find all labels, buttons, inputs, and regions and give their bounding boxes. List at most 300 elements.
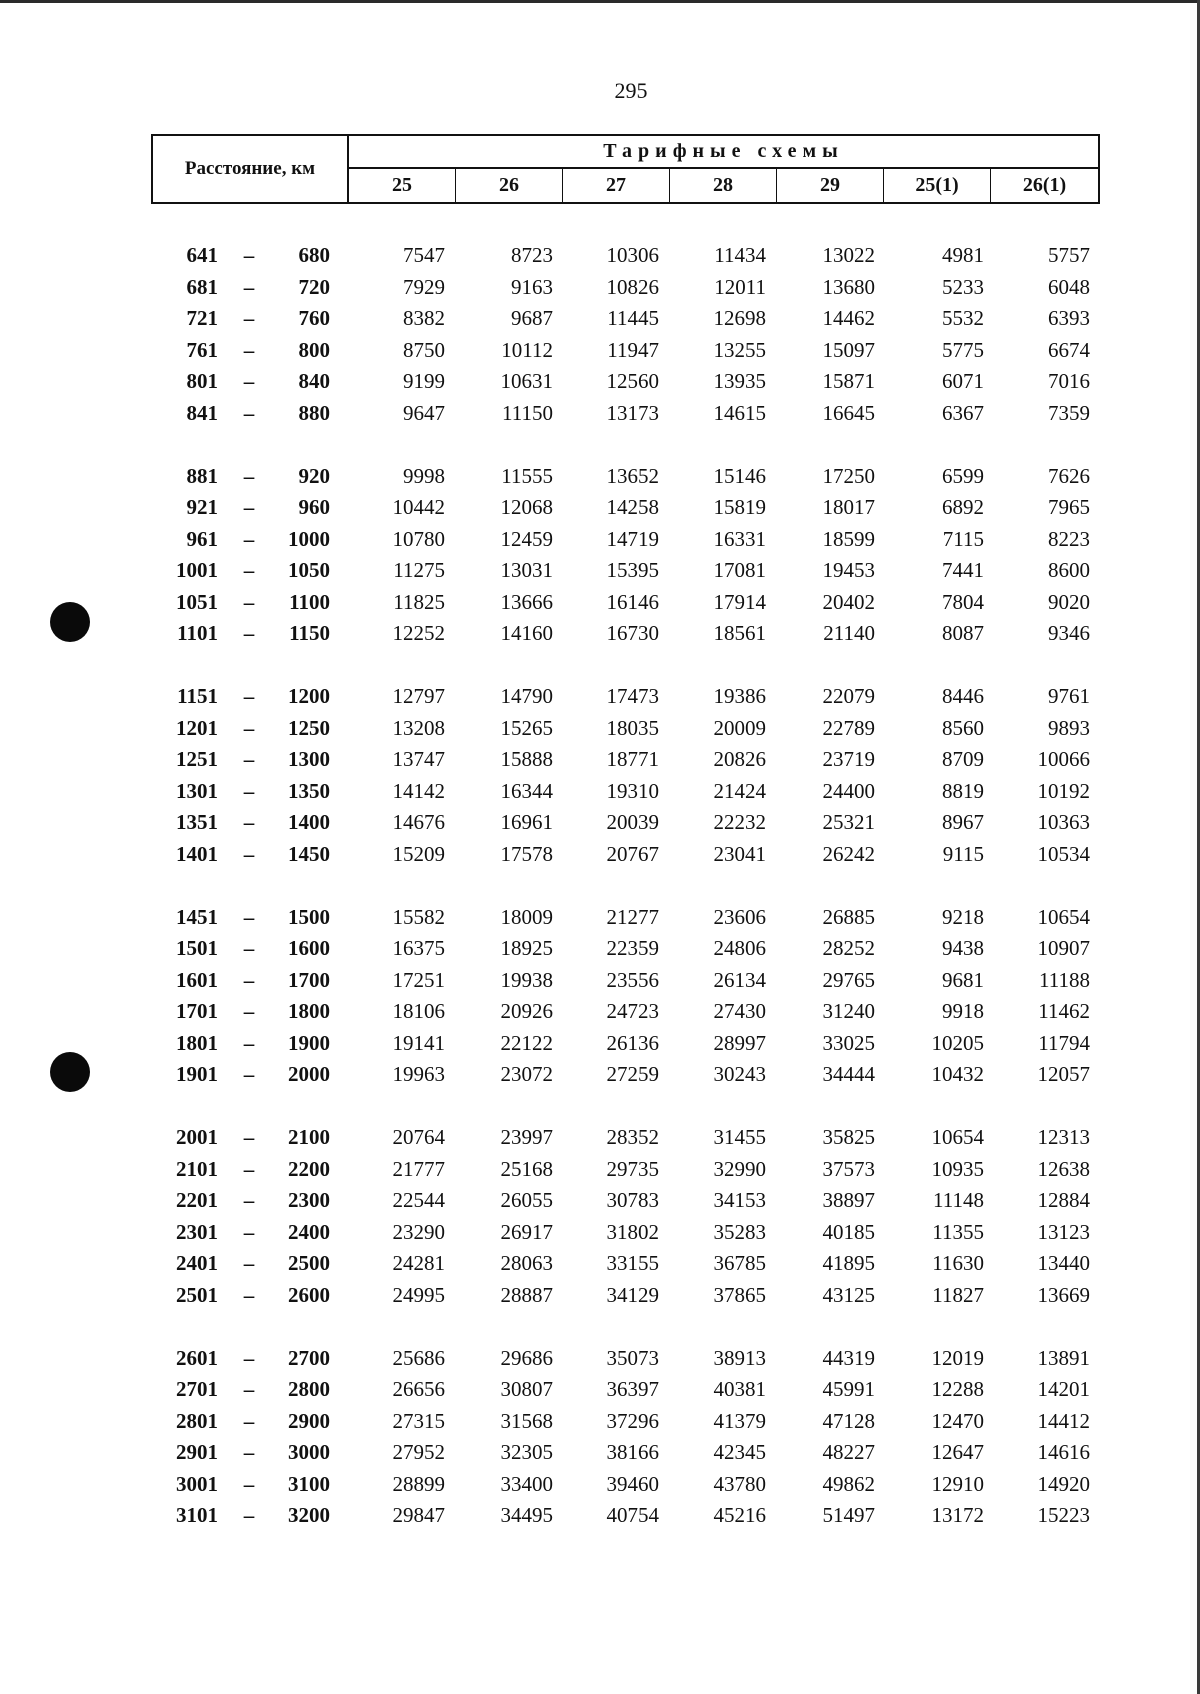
tariff-28: 31455 xyxy=(713,1125,766,1149)
column-header: 26(1) xyxy=(1022,174,1067,196)
tariff-26-1: 14920 xyxy=(1037,1471,1090,1496)
table-row xyxy=(0,1248,1200,1280)
range-dash: – xyxy=(243,495,255,519)
distance-from: 2801 xyxy=(176,1408,218,1433)
tariff-25: 14142 xyxy=(392,778,445,803)
table-row xyxy=(0,1374,1200,1406)
range-dash: – xyxy=(243,1062,255,1086)
distance-from: 2601 xyxy=(176,1345,218,1370)
tariff-25: 20764 xyxy=(392,1125,445,1149)
tariff-25: 15209 xyxy=(392,841,445,866)
distance-from: 2001 xyxy=(176,1125,218,1149)
distance-to: 1100 xyxy=(289,589,330,614)
tariff-29: 22789 xyxy=(822,715,875,740)
tariff-25: 10780 xyxy=(392,526,445,551)
range-dash: – xyxy=(243,558,255,582)
tariff-25: 22544 xyxy=(392,1188,445,1212)
column-header: 26 xyxy=(456,169,563,202)
distance-to: 720 xyxy=(298,274,330,299)
tariff-26: 32305 xyxy=(500,1440,553,1464)
tariff-26: 20926 xyxy=(500,999,553,1023)
tariff-25: 27315 xyxy=(392,1408,445,1433)
tariff-26: 19938 xyxy=(500,967,553,992)
tariff-26: 16344 xyxy=(500,778,553,803)
tariff-26-1: 11188 xyxy=(1039,967,1090,992)
tariff-25-1: 9115 xyxy=(942,841,984,866)
tariff-29: 26885 xyxy=(822,904,875,929)
tariff-25: 9199 xyxy=(403,369,445,393)
distance-from: 1801 xyxy=(176,1030,218,1055)
tariff-26-1: 8223 xyxy=(1048,526,1090,551)
distance-to: 3100 xyxy=(288,1471,330,1496)
tariff-25: 12797 xyxy=(392,684,445,708)
range-dash: – xyxy=(243,967,255,992)
tariff-27: 20767 xyxy=(606,841,659,866)
tariff-29: 26242 xyxy=(822,841,875,866)
tariff-27: 19310 xyxy=(606,778,659,803)
tariff-26-1: 7359 xyxy=(1048,400,1090,425)
distance-from: 2501 xyxy=(176,1282,218,1307)
tariff-26-1: 6048 xyxy=(1048,274,1090,299)
tariff-27: 18035 xyxy=(606,715,659,740)
tariff-25-1: 6599 xyxy=(942,463,984,488)
tariff-25-1: 8560 xyxy=(942,715,984,740)
tariff-26: 23997 xyxy=(500,1125,553,1149)
tariff-25-1: 11355 xyxy=(932,1219,984,1244)
distance-from: 3001 xyxy=(176,1471,218,1496)
table-row xyxy=(0,1406,1200,1438)
tariff-26: 28887 xyxy=(500,1282,553,1307)
tariff-27: 14719 xyxy=(606,526,659,551)
tariff-26-1: 9893 xyxy=(1048,715,1090,740)
tariff-25-1: 12019 xyxy=(931,1345,984,1370)
table-row xyxy=(0,492,1200,524)
tariff-29: 13022 xyxy=(822,243,875,267)
tariff-28: 19386 xyxy=(713,684,766,708)
distance-to: 2400 xyxy=(288,1219,330,1244)
table-row xyxy=(0,1154,1200,1186)
tariff-25: 17251 xyxy=(392,967,445,992)
range-dash: – xyxy=(243,1125,255,1149)
distance-to: 760 xyxy=(298,306,330,330)
distance-to: 1600 xyxy=(288,936,330,960)
tariff-29: 45991 xyxy=(822,1377,875,1401)
tariff-25: 29847 xyxy=(392,1503,445,1527)
table-row xyxy=(0,713,1200,745)
distance-to: 2000 xyxy=(288,1062,330,1086)
tariff-27: 11445 xyxy=(607,306,659,330)
column-header: 28 xyxy=(670,169,777,202)
tariff-25-1: 9681 xyxy=(942,967,984,992)
table-row xyxy=(0,1059,1200,1091)
tariff-26: 18009 xyxy=(500,904,553,929)
tariff-27: 16146 xyxy=(606,589,659,614)
tariff-26: 34495 xyxy=(500,1503,553,1527)
tariff-25-1: 5233 xyxy=(942,274,984,299)
tariff-28: 14615 xyxy=(713,400,766,425)
tariff-25-1: 6892 xyxy=(942,495,984,519)
tariff-25-1: 9218 xyxy=(942,904,984,929)
distance-from: 641 xyxy=(186,243,218,267)
tariff-26-1: 13891 xyxy=(1037,1345,1090,1370)
tariff-25-1: 6071 xyxy=(942,369,984,393)
tariff-29: 44319 xyxy=(822,1345,875,1370)
tariff-25-1: 8087 xyxy=(942,621,984,645)
tariff-26: 23072 xyxy=(500,1062,553,1086)
range-dash: – xyxy=(243,621,255,645)
distance-from: 721 xyxy=(186,306,218,330)
tariff-28: 36785 xyxy=(713,1251,766,1275)
tariff-28: 17081 xyxy=(713,558,766,582)
range-dash: – xyxy=(243,463,255,488)
tariff-25: 13208 xyxy=(392,715,445,740)
tariff-26: 25168 xyxy=(500,1156,553,1181)
tariff-28: 18561 xyxy=(713,621,766,645)
distance-to: 1450 xyxy=(288,841,330,866)
range-dash: – xyxy=(243,778,255,803)
tariff-26: 31568 xyxy=(500,1408,553,1433)
tariff-29: 51497 xyxy=(822,1503,875,1527)
tariff-28: 23041 xyxy=(713,841,766,866)
tariff-26-1: 12638 xyxy=(1037,1156,1090,1181)
tariff-25-1: 7804 xyxy=(942,589,984,614)
tariff-25: 25686 xyxy=(392,1345,445,1370)
distance-to: 2800 xyxy=(288,1377,330,1401)
tariff-28: 42345 xyxy=(713,1440,766,1464)
tariff-28: 30243 xyxy=(713,1062,766,1086)
range-dash: – xyxy=(243,747,255,771)
tariff-28: 35283 xyxy=(713,1219,766,1244)
tariff-27: 10826 xyxy=(606,274,659,299)
tariff-28: 38913 xyxy=(713,1345,766,1370)
tariff-29: 43125 xyxy=(822,1282,875,1307)
tariff-26: 13666 xyxy=(500,589,553,614)
tariff-26: 9687 xyxy=(511,306,553,330)
tariff-26: 14160 xyxy=(500,621,553,645)
distance-to: 1050 xyxy=(288,558,330,582)
tariff-28: 32990 xyxy=(713,1156,766,1181)
tariff-25: 7929 xyxy=(403,274,445,299)
distance-to: 800 xyxy=(298,337,330,362)
distance-from: 681 xyxy=(186,274,218,299)
range-dash: – xyxy=(243,1219,255,1244)
range-dash: – xyxy=(243,1345,255,1370)
row-group xyxy=(0,1122,1200,1311)
tariff-27: 14258 xyxy=(606,495,659,519)
table-row xyxy=(0,524,1200,556)
tariff-27: 28352 xyxy=(606,1125,659,1149)
tariff-28: 27430 xyxy=(713,999,766,1023)
distance-to: 2600 xyxy=(288,1282,330,1307)
tariff-29: 24400 xyxy=(822,778,875,803)
scan-edge-top xyxy=(0,0,1200,3)
distance-from: 841 xyxy=(186,400,218,425)
tariff-26-1: 7965 xyxy=(1048,495,1090,519)
table-row xyxy=(0,807,1200,839)
tariff-26: 28063 xyxy=(500,1251,553,1275)
tariff-26-1: 8600 xyxy=(1048,558,1090,582)
table-row xyxy=(0,303,1200,335)
row-group xyxy=(0,902,1200,1091)
tariff-27: 40754 xyxy=(606,1503,659,1527)
tariff-28: 13255 xyxy=(713,337,766,362)
tariff-26-1: 12884 xyxy=(1037,1188,1090,1212)
distance-to: 2700 xyxy=(288,1345,330,1370)
distance-to: 3000 xyxy=(288,1440,330,1464)
row-group xyxy=(0,240,1200,429)
range-dash: – xyxy=(243,337,255,362)
tariff-25-1: 8819 xyxy=(942,778,984,803)
tariff-28: 16331 xyxy=(713,526,766,551)
tariff-26: 11150 xyxy=(502,400,553,425)
tariff-25-1: 7115 xyxy=(942,526,984,551)
tariff-28: 21424 xyxy=(713,778,766,803)
tariff-27: 34129 xyxy=(606,1282,659,1307)
row-group xyxy=(0,681,1200,870)
range-dash: – xyxy=(243,715,255,740)
tariff-26: 10112 xyxy=(501,337,553,362)
distance-from: 1701 xyxy=(176,999,218,1023)
tariff-28: 34153 xyxy=(713,1188,766,1212)
distance-from: 1201 xyxy=(176,715,218,740)
tariff-25-1: 11630 xyxy=(932,1251,984,1275)
range-dash: – xyxy=(243,1503,255,1527)
distance-to: 1000 xyxy=(288,526,330,551)
range-dash: – xyxy=(243,684,255,708)
distance-to: 680 xyxy=(298,243,330,267)
row-group xyxy=(0,461,1200,650)
tariff-29: 28252 xyxy=(822,936,875,960)
tariff-25-1: 9438 xyxy=(942,936,984,960)
distance-to: 1150 xyxy=(289,621,330,645)
table-row xyxy=(0,839,1200,871)
table-row xyxy=(0,776,1200,808)
tariff-25-1: 7441 xyxy=(942,558,984,582)
table-row xyxy=(0,335,1200,367)
tariff-25: 19963 xyxy=(392,1062,445,1086)
distance-to: 1300 xyxy=(288,747,330,771)
table-row xyxy=(0,587,1200,619)
range-dash: – xyxy=(243,369,255,393)
tariff-29: 31240 xyxy=(822,999,875,1023)
page-number: 295 xyxy=(614,78,648,103)
distance-from: 1451 xyxy=(176,904,218,929)
tariff-29: 35825 xyxy=(822,1125,875,1149)
table-row xyxy=(0,933,1200,965)
tariff-26: 33400 xyxy=(500,1471,553,1496)
tariff-26-1: 15223 xyxy=(1037,1503,1090,1527)
tariff-29: 49862 xyxy=(822,1471,875,1496)
tariff-29: 18599 xyxy=(822,526,875,551)
distance-from: 2201 xyxy=(176,1188,218,1212)
tariff-25-1: 13172 xyxy=(931,1503,984,1527)
tariff-25: 23290 xyxy=(392,1219,445,1244)
tariff-26-1: 14616 xyxy=(1037,1440,1090,1464)
tariff-27: 36397 xyxy=(606,1377,659,1401)
tariff-25-1: 10432 xyxy=(931,1062,984,1086)
table-row xyxy=(0,1437,1200,1469)
tariff-26-1: 10066 xyxy=(1037,747,1090,771)
range-dash: – xyxy=(243,904,255,929)
tariff-25-1: 9918 xyxy=(942,999,984,1023)
column-header: 29 xyxy=(777,169,884,202)
tariff-26-1: 9761 xyxy=(1048,684,1090,708)
tariff-25-1: 11148 xyxy=(933,1188,984,1212)
table-row xyxy=(0,965,1200,997)
table-row xyxy=(0,1122,1200,1154)
distance-from: 2401 xyxy=(176,1251,218,1275)
range-dash: – xyxy=(243,936,255,960)
distance-from: 961 xyxy=(186,526,218,551)
tariff-29: 41895 xyxy=(822,1251,875,1275)
distance-header: Расстояние, км xyxy=(153,136,349,202)
tariff-29: 25321 xyxy=(822,810,875,834)
range-dash: – xyxy=(243,1282,255,1307)
tariff-26: 8723 xyxy=(511,243,553,267)
distance-from: 1501 xyxy=(176,936,218,960)
distance-from: 2301 xyxy=(176,1219,218,1244)
range-dash: – xyxy=(243,1471,255,1496)
tariff-27: 31802 xyxy=(606,1219,659,1244)
tariff-26-1: 9020 xyxy=(1048,589,1090,614)
tariff-28: 24806 xyxy=(713,936,766,960)
column-header: 27 xyxy=(563,169,670,202)
tariff-25: 21777 xyxy=(392,1156,445,1181)
range-dash: – xyxy=(243,810,255,834)
tariff-26: 12459 xyxy=(500,526,553,551)
range-dash: – xyxy=(243,1377,255,1401)
table-row xyxy=(0,1469,1200,1501)
tariff-26: 13031 xyxy=(500,558,553,582)
tariff-28: 37865 xyxy=(713,1282,766,1307)
tariff-29: 37573 xyxy=(822,1156,875,1181)
tariff-26: 11555 xyxy=(501,463,553,488)
tariff-28: 13935 xyxy=(713,369,766,393)
table-row xyxy=(0,240,1200,272)
tariff-26-1: 13123 xyxy=(1037,1219,1090,1244)
tariff-25-1: 10205 xyxy=(931,1030,984,1055)
tariff-26: 26917 xyxy=(500,1219,553,1244)
distance-from: 1151 xyxy=(177,684,218,708)
table-row xyxy=(0,1500,1200,1532)
tariff-27: 39460 xyxy=(606,1471,659,1496)
range-dash: – xyxy=(243,243,255,267)
distance-to: 1500 xyxy=(288,904,330,929)
tariff-26-1: 14201 xyxy=(1037,1377,1090,1401)
tariff-25-1: 12470 xyxy=(931,1408,984,1433)
tariff-25-1: 5775 xyxy=(942,337,984,362)
tariff-29: 16645 xyxy=(822,400,875,425)
tariff-25-1: 5532 xyxy=(942,306,984,330)
tariff-25: 13747 xyxy=(392,747,445,771)
table-row xyxy=(0,1217,1200,1249)
tariff-26-1: 9346 xyxy=(1048,621,1090,645)
tariff-29: 38897 xyxy=(822,1188,875,1212)
range-dash: – xyxy=(243,1030,255,1055)
tariff-27: 27259 xyxy=(606,1062,659,1086)
tariff-26-1: 10363 xyxy=(1037,810,1090,834)
tariff-27: 37296 xyxy=(606,1408,659,1433)
tariff-25-1: 8709 xyxy=(942,747,984,771)
tariff-29: 33025 xyxy=(822,1030,875,1055)
tariff-26: 18925 xyxy=(500,936,553,960)
tariff-25: 19141 xyxy=(392,1030,445,1055)
distance-to: 880 xyxy=(298,400,330,425)
distance-from: 2701 xyxy=(176,1377,218,1401)
distance-to: 1350 xyxy=(288,778,330,803)
tariff-27: 18771 xyxy=(606,747,659,771)
table-row xyxy=(0,1280,1200,1312)
tariff-27: 23556 xyxy=(606,967,659,992)
tariff-schemes-header: Тарифные схемы xyxy=(349,136,1098,169)
tariff-29: 47128 xyxy=(822,1408,875,1433)
tariff-25: 24995 xyxy=(392,1282,445,1307)
distance-from: 1301 xyxy=(176,778,218,803)
tariff-29: 13680 xyxy=(822,274,875,299)
table-row xyxy=(0,555,1200,587)
tariff-28: 17914 xyxy=(713,589,766,614)
tariff-28: 20826 xyxy=(713,747,766,771)
tariff-26-1: 11794 xyxy=(1038,1030,1090,1055)
tariff-25: 11275 xyxy=(393,558,445,582)
tariff-27: 15395 xyxy=(606,558,659,582)
distance-to: 840 xyxy=(298,369,330,393)
tariff-29: 20402 xyxy=(822,589,875,614)
tariff-25: 24281 xyxy=(392,1251,445,1275)
table-row xyxy=(0,1185,1200,1217)
tariff-26-1: 10654 xyxy=(1037,904,1090,929)
tariff-25: 11825 xyxy=(393,589,445,614)
tariff-26: 9163 xyxy=(511,274,553,299)
tariff-26-1: 10534 xyxy=(1037,841,1090,866)
tariff-28: 23606 xyxy=(713,904,766,929)
tariff-26-1: 7626 xyxy=(1048,463,1090,488)
tariff-25: 10442 xyxy=(392,495,445,519)
tariff-27: 24723 xyxy=(606,999,659,1023)
distance-from: 921 xyxy=(186,495,218,519)
tariff-27: 16730 xyxy=(606,621,659,645)
distance-from: 2901 xyxy=(176,1440,218,1464)
tariff-26-1: 5757 xyxy=(1048,243,1090,267)
tariff-27: 13173 xyxy=(606,400,659,425)
tariff-27: 10306 xyxy=(606,243,659,267)
range-dash: – xyxy=(243,1188,255,1212)
table-row xyxy=(0,272,1200,304)
tariff-26: 29686 xyxy=(500,1345,553,1370)
tariff-26-1: 14412 xyxy=(1037,1408,1090,1433)
range-dash: – xyxy=(243,1156,255,1181)
tariff-26-1: 13669 xyxy=(1037,1282,1090,1307)
tariff-28: 12698 xyxy=(713,306,766,330)
tariff-26: 10631 xyxy=(500,369,553,393)
distance-to: 960 xyxy=(298,495,330,519)
tariff-28: 40381 xyxy=(713,1377,766,1401)
distance-to: 3200 xyxy=(288,1503,330,1527)
distance-to: 2900 xyxy=(288,1408,330,1433)
distance-to: 920 xyxy=(298,463,330,488)
tariff-27: 22359 xyxy=(606,936,659,960)
tariff-28: 45216 xyxy=(713,1503,766,1527)
distance-to: 2100 xyxy=(288,1125,330,1149)
distance-from: 761 xyxy=(186,337,218,362)
tariff-25-1: 12647 xyxy=(931,1440,984,1464)
tariff-25-1: 10654 xyxy=(931,1125,984,1149)
column-header: 25(1) xyxy=(884,169,991,202)
tariff-25: 18106 xyxy=(392,999,445,1023)
tariff-27: 38166 xyxy=(606,1440,659,1464)
range-dash: – xyxy=(243,1251,255,1275)
scheme-columns xyxy=(349,169,1098,202)
